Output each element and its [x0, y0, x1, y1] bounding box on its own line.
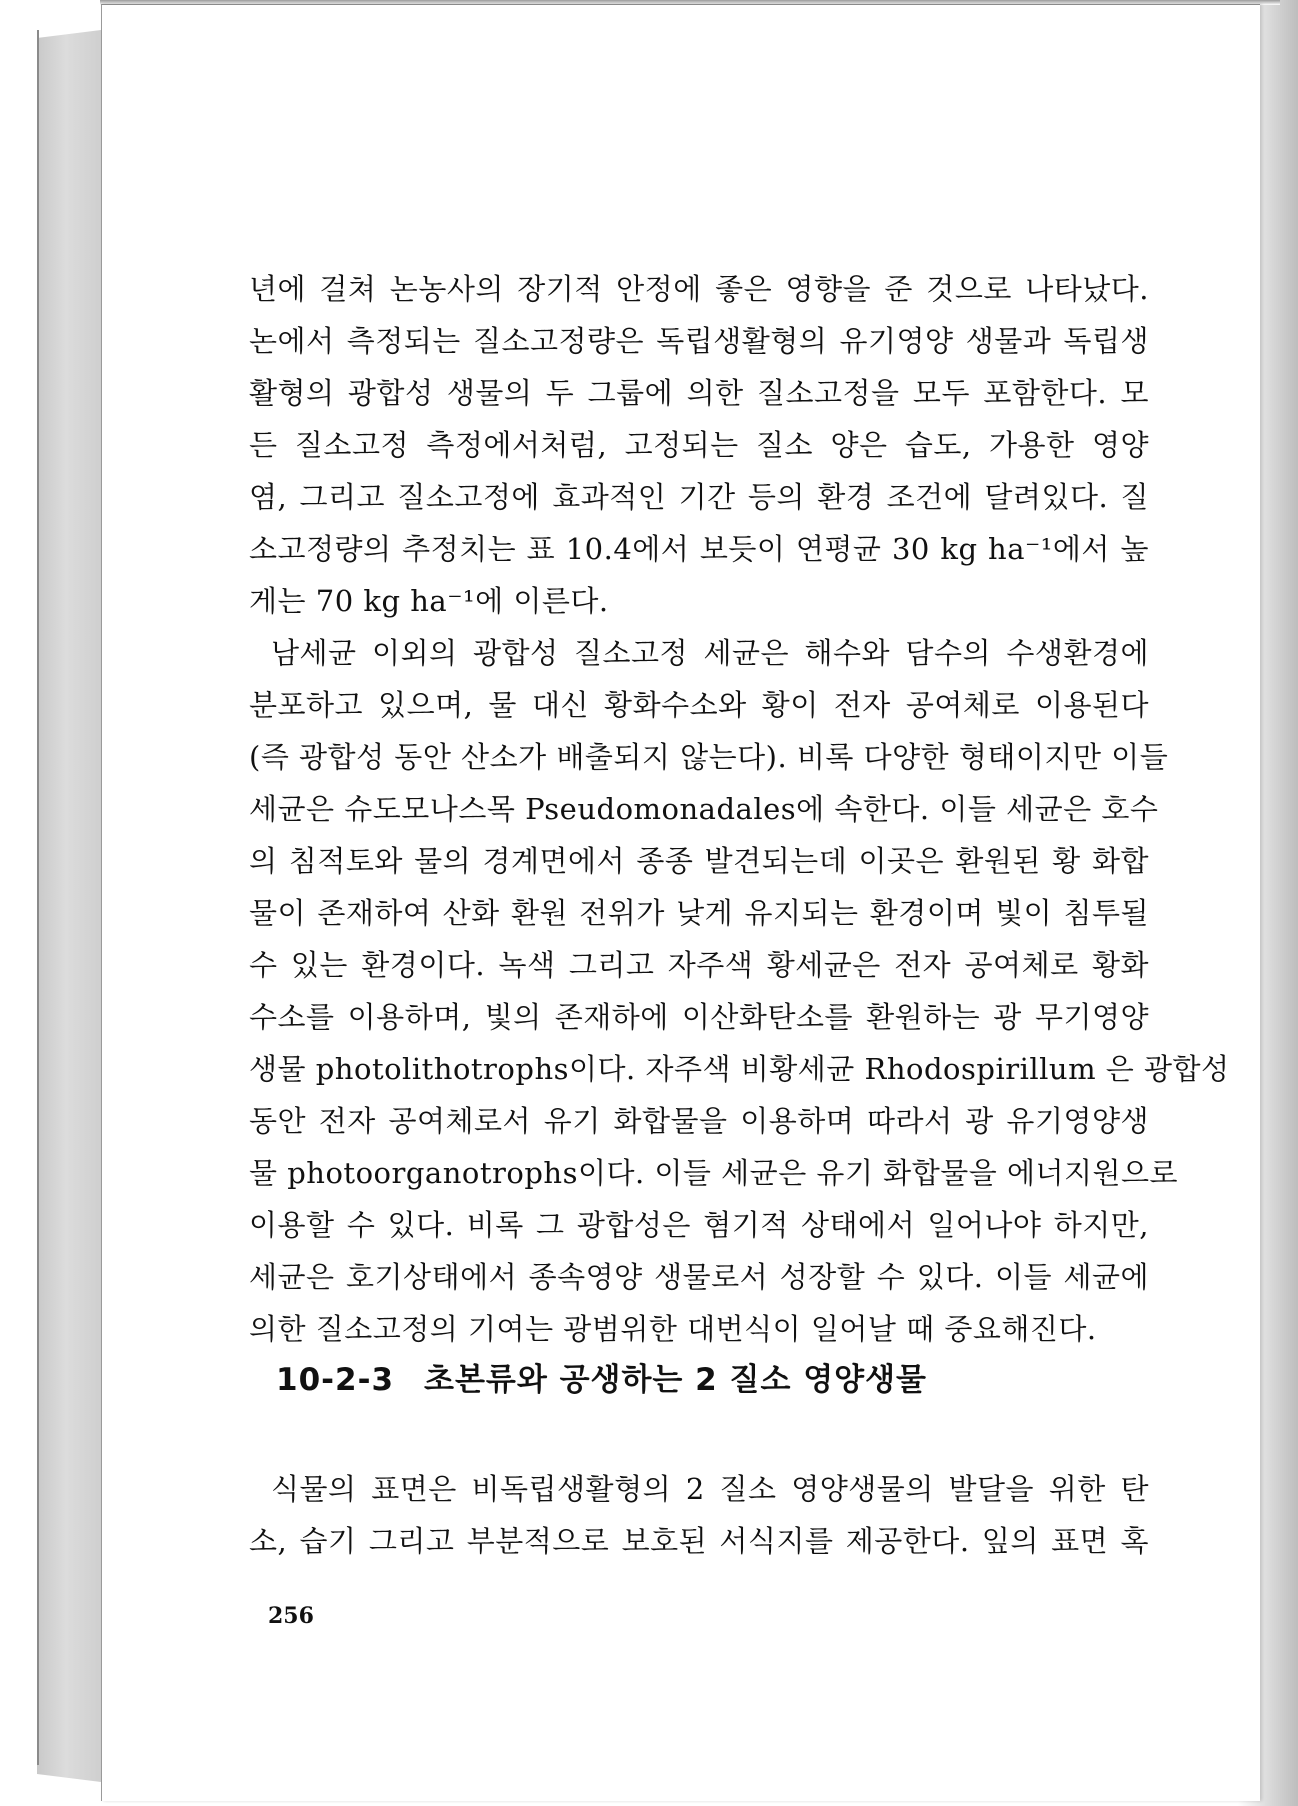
paragraph1-line: 논에서 측정되는 질소고정량은 독립생활형의 유기영양 생물과 독립생: [249, 324, 1149, 358]
body-text-bottom: [249, 1463, 1149, 1567]
paragraph2-line: 물이 존재하여 산화 환원 전위가 낮게 유지되는 환경이며 빛이 침투될: [249, 896, 1149, 930]
paragraph1-line: 게는 70 kg ha⁻¹에 이른다.: [249, 584, 609, 618]
section-heading: [276, 1354, 927, 1399]
paragraph2-line: 수 있는 환경이다. 녹색 그리고 자주색 황세균은 전자 공여체로 황화: [249, 948, 1149, 982]
paragraph2-line: 이용할 수 있다. 비록 그 광합성은 혐기적 상태에서 일어나야 하지만,: [249, 1208, 1149, 1242]
section-title: 초본류와 공생하는 2 질소 영양생물: [424, 1362, 927, 1398]
paragraph2-line: (즉 광합성 동안 산소가 배출되지 않는다). 비록 다양한 형태이지만 이들: [249, 740, 1169, 774]
paragraph3-line: 소, 습기 그리고 부분적으로 보호된 서식지를 제공한다. 잎의 표면 혹: [249, 1524, 1149, 1558]
body-text-top: [249, 263, 1230, 1355]
paragraph1-line: 염, 그리고 질소고정에 효과적인 기간 등의 환경 조건에 달려있다. 질: [249, 480, 1149, 514]
spine-edge-line: [37, 30, 39, 1765]
paragraph2-line: 의한 질소고정의 기여는 광범위한 대번식이 일어날 때 중요해진다.: [249, 1312, 1097, 1346]
paragraph2-line: 남세균 이외의 광합성 질소고정 세균은 해수와 담수의 수생환경에: [271, 636, 1149, 670]
book-spine: [37, 30, 101, 1782]
paragraph2-line: 수소를 이용하며, 빛의 존재하에 이산화탄소를 환원하는 광 무기영양: [249, 1000, 1149, 1034]
paragraph1-line: 년에 걸쳐 논농사의 장기적 안정에 좋은 영향을 준 것으로 나타났다.: [249, 272, 1149, 306]
paragraph2-line: 세균은 호기상태에서 종속영양 생물로서 성장할 수 있다. 이들 세균에: [249, 1260, 1149, 1294]
paragraph2-line: 동안 전자 공여체로서 유기 화합물을 이용하며 따라서 광 유기영양생: [249, 1104, 1149, 1138]
paragraph1-line: 활형의 광합성 생물의 두 그룹에 의한 질소고정을 모두 포함한다. 모: [249, 376, 1149, 410]
paragraph1-line: 소고정량의 추정치는 표 10.4에서 보듯이 연평균 30 kg ha⁻¹에서 높: [249, 532, 1149, 566]
paragraph1-line: 든 질소고정 측정에서처럼, 고정되는 질소 양은 습도, 가용한 영양: [249, 428, 1149, 462]
paragraph2-line: 분포하고 있으며, 물 대신 황화수소와 황이 전자 공여체로 이용된다: [249, 688, 1149, 722]
page-number: 256: [268, 1603, 314, 1629]
paragraph2-line: 의 침적토와 물의 경계면에서 종종 발견되는데 이곳은 환원된 황 화합: [249, 844, 1149, 878]
paragraph2-line: 세균은 슈도모나스목 Pseudomonadales에 속한다. 이들 세균은 호수: [249, 792, 1159, 826]
paragraph3-line: 식물의 표면은 비독립생활형의 2 질소 영양생물의 발달을 위한 탄: [271, 1472, 1149, 1506]
paragraph2-line: 물 photoorganotrophs이다. 이들 세균은 유기 화합물을 에너지원으로: [249, 1156, 1179, 1190]
paragraph2-line: 생물 photolithotrophs이다. 자주색 비황세균 Rhodospirillum 은 광합성: [249, 1052, 1230, 1086]
section-number: 10-2-3: [276, 1362, 395, 1398]
